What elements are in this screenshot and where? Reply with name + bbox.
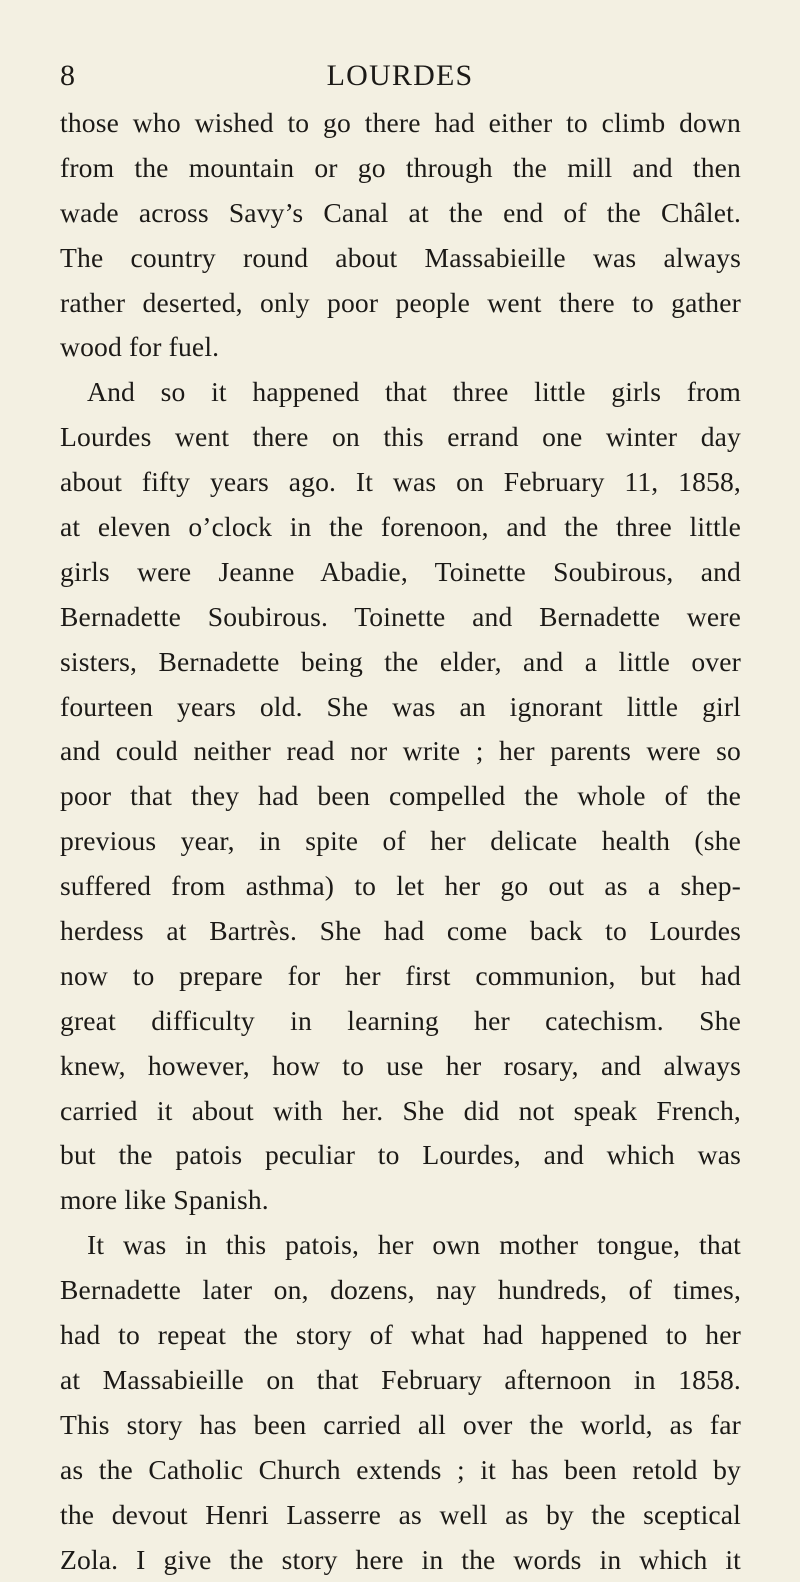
running-title: LOURDES (60, 52, 740, 100)
text-line: Zola. I give the story here in the words in which it (60, 1538, 741, 1582)
text-line: carried it about with her. She did not speak French, (60, 1089, 741, 1134)
text-line: about fifty years ago. It was on February 11, 1858, (60, 460, 741, 505)
text-line: The country round about Massabieille was always (60, 236, 741, 281)
text-line: those who wished to go there had either to climb down (60, 101, 741, 146)
text-line: had to repeat the story of what had happened to her (60, 1313, 741, 1358)
text-line: Lourdes went there on this errand one winter day (60, 415, 741, 460)
text-line: more like Spanish. (60, 1178, 741, 1223)
text-line: sisters, Bernadette being the elder, and a little over (60, 640, 741, 685)
page-number: 8 (60, 52, 76, 100)
text-line: fourteen years old. She was an ignorant little girl (60, 685, 741, 730)
text-line: the devout Henri Lasserre as well as by the sceptical (60, 1493, 741, 1538)
text-line: suffered from asthma) to let her go out as a shep- (60, 864, 741, 909)
text-line: as the Catholic Church extends ; it has been retold by (60, 1448, 741, 1493)
text-line: at eleven o’clock in the forenoon, and the three little (60, 505, 741, 550)
text-line: knew, however, how to use her rosary, and always (60, 1044, 741, 1089)
text-line: And so it happened that three little girls from (60, 370, 741, 415)
text-line: wood for fuel. (60, 325, 741, 370)
text-line: at Massabieille on that February afternoon in 1858. (60, 1358, 741, 1403)
text-line: This story has been carried all over the world, as far (60, 1403, 741, 1448)
text-line: great difficulty in learning her catechism. She (60, 999, 741, 1044)
text-line: but the patois peculiar to Lourdes, and which was (60, 1133, 741, 1178)
text-line: rather deserted, only poor people went there to gather (60, 281, 741, 326)
text-line: Bernadette Soubirous. Toinette and Bernadette were (60, 595, 741, 640)
text-line: herdess at Bartrès. She had come back to Lourdes (60, 909, 741, 954)
page-header (60, 52, 740, 100)
text-line: previous year, in spite of her delicate health (she (60, 819, 741, 864)
text-line: from the mountain or go through the mill and then (60, 146, 741, 191)
text-line: girls were Jeanne Abadie, Toinette Soubirous, and (60, 550, 741, 595)
text-line: Bernadette later on, dozens, nay hundreds, of times, (60, 1268, 741, 1313)
text-line: wade across Savy’s Canal at the end of the Châlet. (60, 191, 741, 236)
body-text (60, 101, 741, 1582)
text-line: and could neither read nor write ; her parents were so (60, 729, 741, 774)
text-line: It was in this patois, her own mother tongue, that (60, 1223, 741, 1268)
text-line: poor that they had been compelled the whole of the (60, 774, 741, 819)
text-line: now to prepare for her first communion, but had (60, 954, 741, 999)
